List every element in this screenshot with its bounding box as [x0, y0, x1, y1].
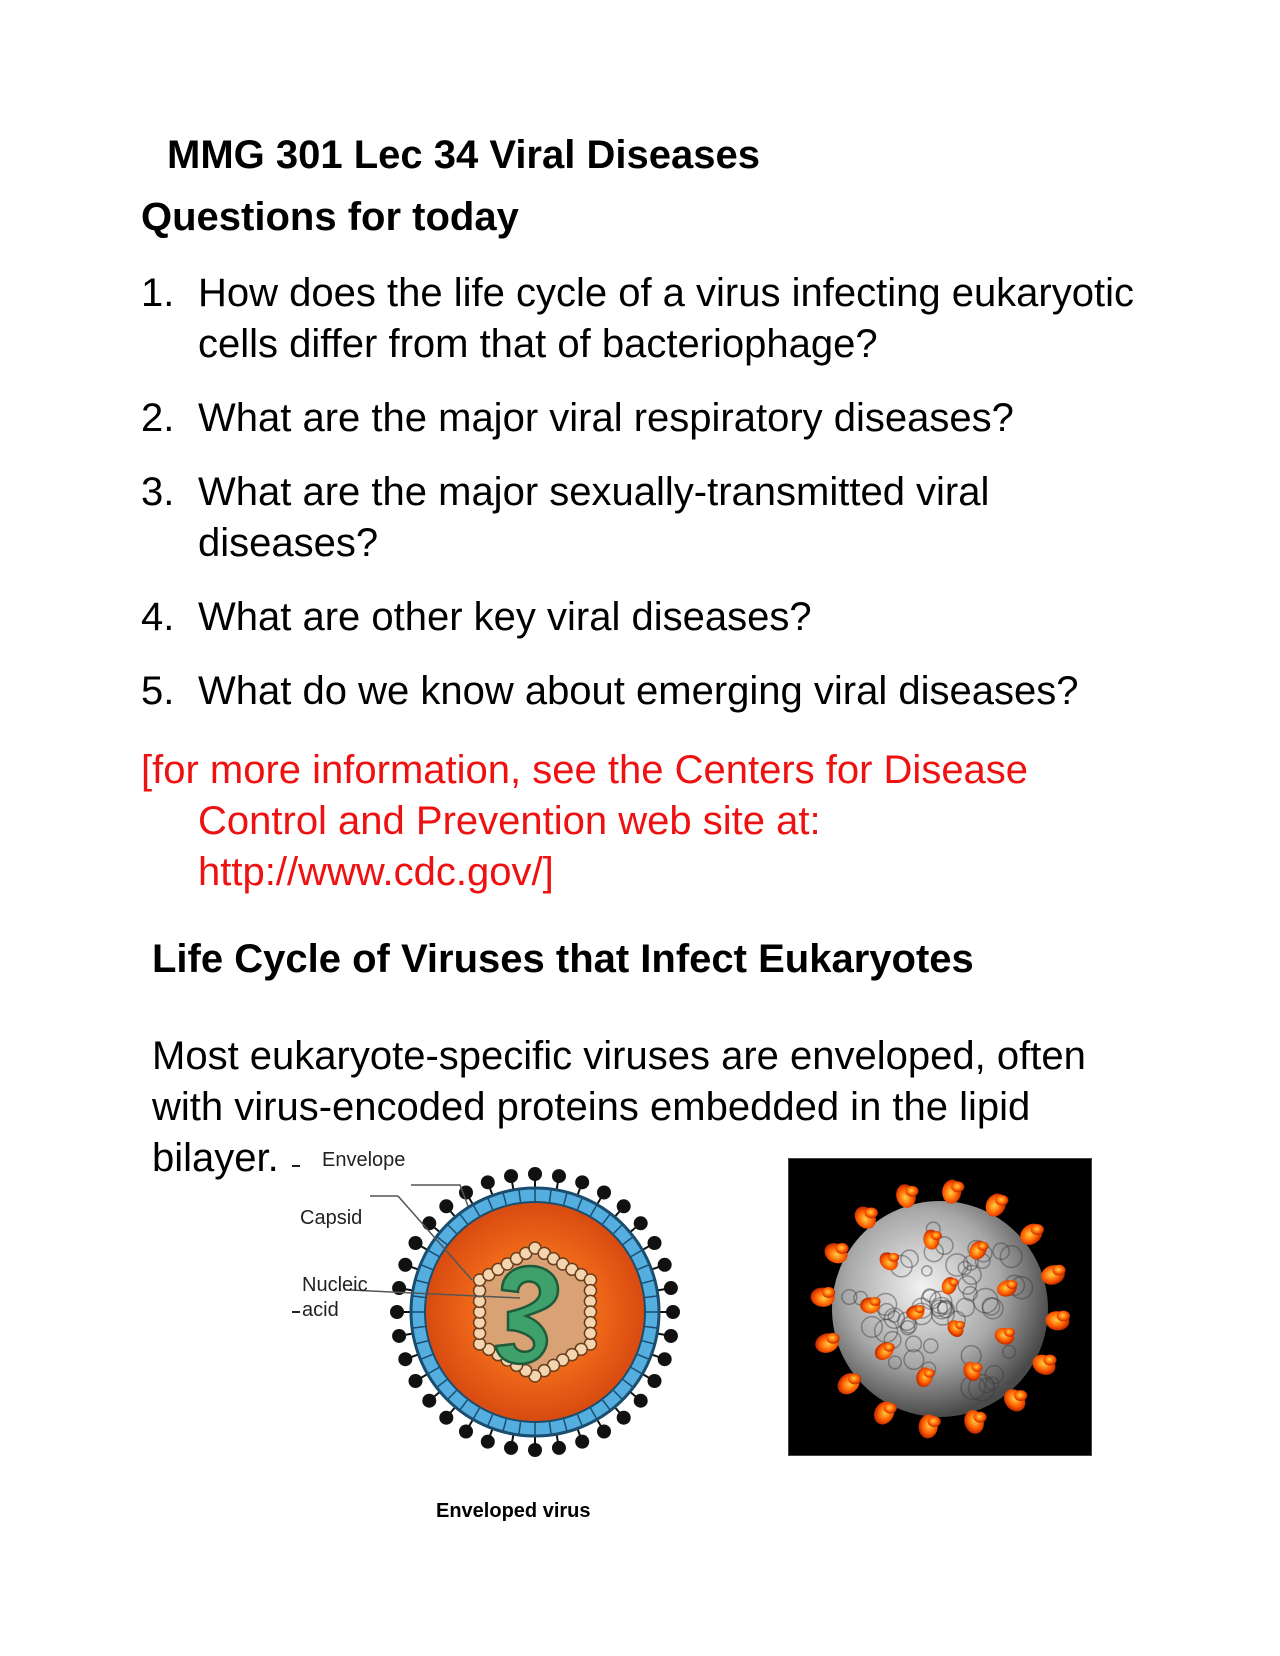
question-text: How does the life cycle of a virus infecting eukaryotic cells differ from that of bacteriophage? [198, 271, 1134, 366]
list-item [141, 467, 1141, 569]
list-number: 2. [141, 396, 175, 440]
diagram-caption: Enveloped virus [436, 1500, 591, 1522]
nucleic-acid-label-2: acid [302, 1299, 339, 1321]
virion-image [788, 1158, 1092, 1456]
question-text: What are other key viral diseases? [198, 595, 812, 639]
envelope-label: Envelope [322, 1149, 406, 1171]
nucleic-acid-label: Nucleic [302, 1274, 368, 1296]
question-text: What are the major sexually-transmitted viral diseases? [198, 470, 990, 565]
list-number: 4. [141, 595, 175, 639]
capsid-label: Capsid [300, 1207, 363, 1229]
list-item [141, 666, 1141, 717]
list-item [141, 268, 1141, 370]
list-number: 5. [141, 669, 175, 713]
question-text: What do we know about emerging viral diseases? [198, 669, 1079, 713]
list-item [141, 393, 1141, 444]
list-number: 1. [141, 271, 175, 315]
enveloped-virus-diagram [290, 1140, 690, 1520]
page-title: MMG 301 Lec 34 Viral Diseases [167, 133, 760, 177]
envelope-leader-line [411, 1185, 468, 1206]
body-paragraph: Most eukaryote-specific viruses are enveloped, often with virus-encoded proteins embedded in the lipid bilayer. [152, 1034, 1086, 1180]
list-number: 3. [141, 470, 175, 514]
reference-note: [for more information, see the Centers for Disease Control and Prevention web site at: http://www.cdc.gov/] [141, 748, 1029, 894]
section-title: Questions for today [141, 195, 519, 239]
list-item [141, 592, 1141, 643]
question-text: What are the major viral respiratory diseases? [198, 396, 1014, 440]
section-heading: Life Cycle of Viruses that Infect Eukaryotes [152, 937, 974, 981]
question-list [141, 268, 1141, 740]
